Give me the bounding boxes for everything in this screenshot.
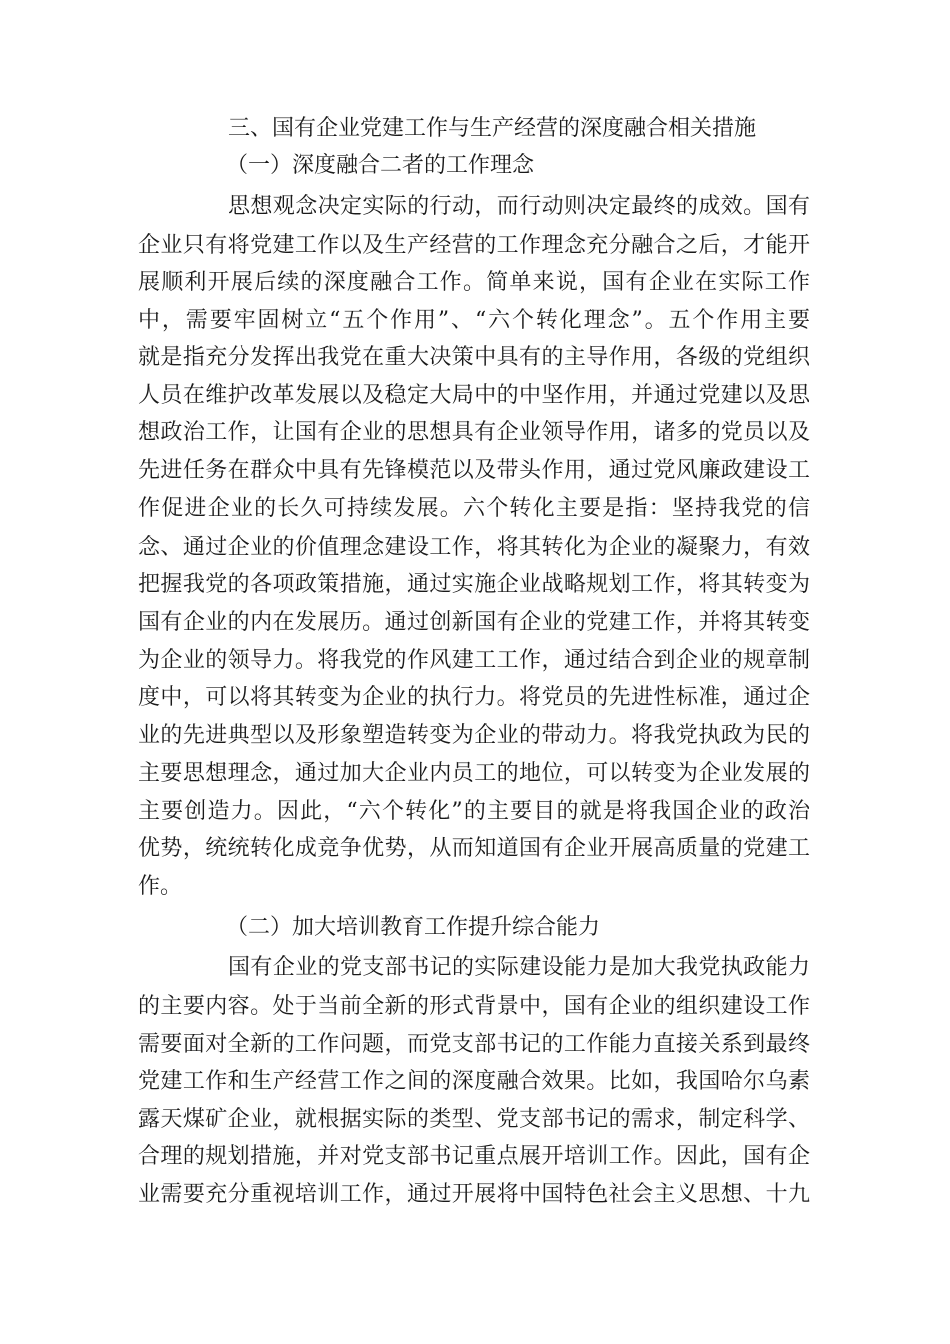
paragraph-line: 优势，统统转化成竞争优势，从而知道国有企业开展高质量的党建工 xyxy=(138,836,810,861)
paragraph-line: 党建工作和生产经营工作之间的深度融合效果。比如，我国哈尔乌素 xyxy=(138,1069,810,1094)
paragraph-line: 合理的规划措施，并对党支部书记重点展开培训工作。因此，国有企 xyxy=(138,1144,810,1169)
paragraph-line: 主要思想理念，通过加大企业内员工的地位，可以转变为企业发展的 xyxy=(138,761,810,786)
paragraph-line: 度中，可以将其转变为企业的执行力。将党员的先进性标准，通过企 xyxy=(138,685,810,710)
paragraph-line: 思想观念决定实际的行动，而行动则决定最终的成效。国有 xyxy=(228,194,810,219)
paragraph-line: 业需要充分重视培训工作，通过开展将中国特色社会主义思想、十九 xyxy=(138,1182,810,1207)
subsection-title-2: （二）加大培训教育工作提升综合能力 xyxy=(226,915,601,940)
paragraph-line: 展顺利开展后续的深度融合工作。简单来说，国有企业在实际工作 xyxy=(138,270,810,295)
paragraph-line: 国有企业的内在发展历。通过创新国有企业的党建工作，并将其转变 xyxy=(138,610,810,635)
paragraph-line: 念、通过企业的价值理念建设工作，将其转化为企业的凝聚力，有效 xyxy=(138,535,810,560)
subsection-title-1: （一）深度融合二者的工作理念 xyxy=(226,153,535,178)
paragraph-line: 中，需要牢固树立“五个作用”、“六个转化理念”。五个作用主要 xyxy=(138,308,810,333)
paragraph-line: 国有企业的党支部书记的实际建设能力是加大我党执政能力 xyxy=(228,955,810,980)
paragraph-line: 企业只有将党建工作以及生产经营的工作理念充分融合之后，才能开 xyxy=(138,233,810,258)
paragraph-line: 的主要内容。处于当前全新的形式背景中，国有企业的组织建设工作 xyxy=(138,994,810,1019)
paragraph-line: 露天煤矿企业，就根据实际的类型、党支部书记的需求，制定科学、 xyxy=(138,1107,810,1132)
section-title: 三、国有企业党建工作与生产经营的深度融合相关措施 xyxy=(228,116,757,141)
paragraph-line: 把握我党的各项政策措施，通过实施企业战略规划工作，将其转变为 xyxy=(138,572,810,597)
paragraph-line: 想政治工作，让国有企业的思想具有企业领导作用，诸多的党员以及 xyxy=(138,420,810,445)
paragraph-line: 作。 xyxy=(138,874,183,899)
paragraph-line: 先进任务在群众中具有先锋模范以及带头作用，通过党风廉政建设工 xyxy=(138,458,810,483)
paragraph-line: 业的先进典型以及形象塑造转变为企业的带动力。将我党执政为民的 xyxy=(138,723,810,748)
paragraph-line: 主要创造力。因此，“六个转化”的主要目的就是将我国企业的政治 xyxy=(138,799,810,824)
paragraph-line: 需要面对全新的工作问题，而党支部书记的工作能力直接关系到最终 xyxy=(138,1032,810,1057)
paragraph-line: 为企业的领导力。将我党的作风建工工作，通过结合到企业的规章制 xyxy=(138,648,810,673)
paragraph-line: 作促进企业的长久可持续发展。六个转化主要是指：坚持我党的信 xyxy=(138,496,810,521)
paragraph-line: 人员在维护改革发展以及稳定大局中的中坚作用，并通过党建以及思 xyxy=(138,383,810,408)
paragraph-line: 就是指充分发挥出我党在重大决策中具有的主导作用，各级的党组织 xyxy=(138,345,810,370)
